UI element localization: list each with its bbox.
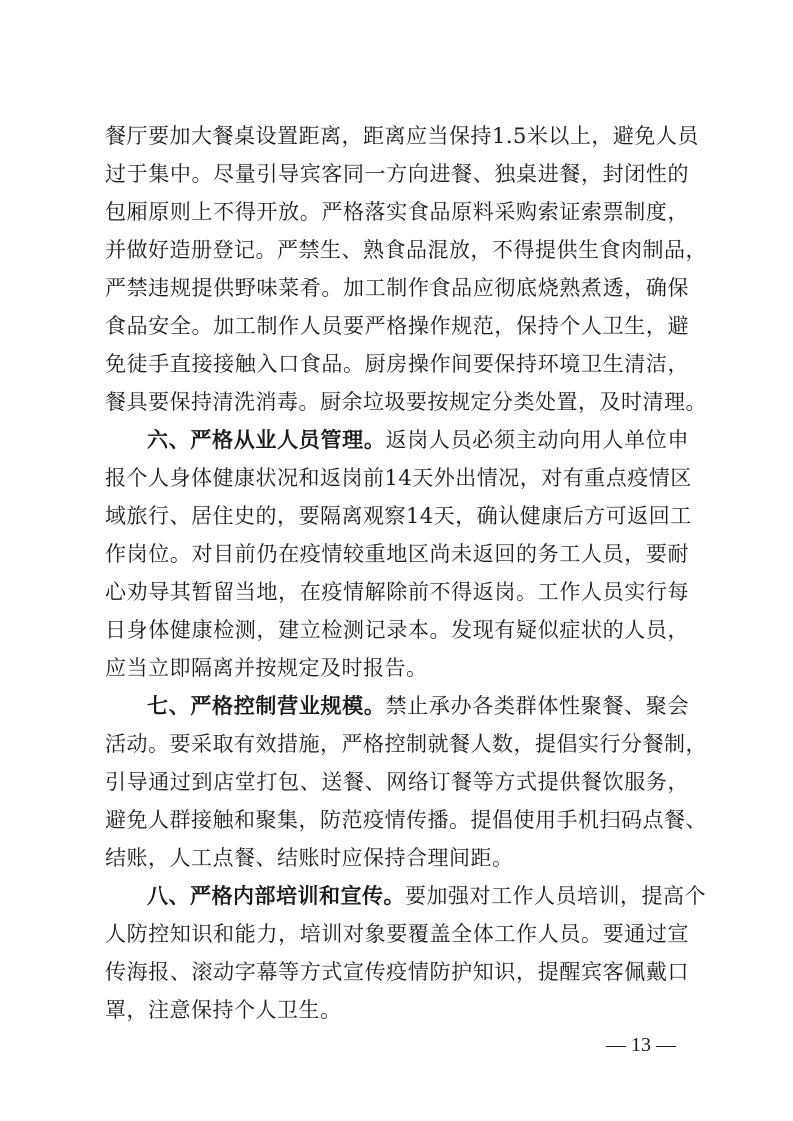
text-line [105, 421, 689, 459]
paragraph-section-7 [105, 687, 707, 877]
text-run: 要加强对工作人员培训，提高个 [405, 884, 706, 908]
text-line: 人防控知识和能力，培训对象要覆盖全体工作人员。要通过宣 [105, 922, 689, 946]
text-line: 餐具要保持清洗消毒。厨余垃圾要按规定分类处置，及时清理。 [105, 390, 707, 414]
text-line: 心劝导其暂留当地，在疫情解除前不得返岗。工作人员实行每 [105, 580, 689, 604]
section-heading: 八、严格内部培训和宣传。 [147, 884, 405, 908]
text-line: 作岗位。对目前仍在疫情较重地区尚未返回的务工人员，要耐 [105, 542, 689, 566]
page-number: — 13 — [606, 1034, 676, 1056]
text-line: 报个人身体健康状况和返岗前14天外出情况，对有重点疫情区 [105, 466, 692, 490]
text-line: 包厢原则上不得开放。严格落实食品原料采购索证索票制度， [105, 200, 689, 224]
paragraph-section-6 [105, 421, 692, 687]
text-line: 餐厅要加大餐桌设置距离，距离应当保持1.5米以上，避免人员 [105, 124, 699, 148]
text-line: 活动。要采取有效措施，严格控制就餐人数，提倡实行分餐制， [105, 732, 707, 756]
text-line: 日身体健康检测，建立检测记录本。发现有疑似症状的人员， [105, 618, 689, 642]
text-line: 食品安全。加工制作人员要严格操作规范，保持个人卫生，避 [105, 314, 689, 338]
text-line: 传海报、滚动字幕等方式宣传疫情防护知识，提醒宾客佩戴口 [105, 960, 689, 984]
text-line: 免徒手直接接触入口食品。厨房操作间要保持环境卫生清洁， [105, 352, 689, 376]
text-line: 结账，人工点餐、结账时应保持合理间距。 [105, 846, 514, 870]
text-line: 引导通过到店堂打包、送餐、网络订餐等方式提供餐饮服务， [105, 770, 689, 794]
text-line: 罩，注意保持个人卫生。 [105, 998, 342, 1022]
text-line: 严禁违规提供野味菜肴。加工制作食品应彻底烧熟煮透，确保 [105, 276, 689, 300]
paragraph-section-8 [105, 877, 706, 1029]
section-heading: 七、严格控制营业规模。 [147, 694, 386, 718]
text-line: 并做好造册登记。严禁生、熟食品混放，不得提供生食肉制品， [105, 238, 707, 262]
text-run: 返岗人员必须主动向用人单位申 [385, 428, 689, 452]
text-line: 过于集中。尽量引导宾客同一方向进餐、独桌进餐，封闭性的 [105, 162, 689, 186]
text-line [105, 877, 706, 915]
document-body [105, 117, 707, 1029]
text-line [105, 687, 689, 725]
text-line: 应当立即隔离并按规定及时报告。 [105, 656, 428, 680]
text-run: 禁止承办各类群体性聚餐、聚会 [385, 694, 689, 718]
text-line: 域旅行、居住史的，要隔离观察14天，确认健康后方可返回工 [105, 504, 692, 528]
section-heading: 六、严格从业人员管理。 [147, 428, 386, 452]
paragraph-continuation [105, 117, 707, 421]
text-line: 避免人群接触和聚集，防范疫情传播。提倡使用手机扫码点餐、 [105, 808, 707, 832]
